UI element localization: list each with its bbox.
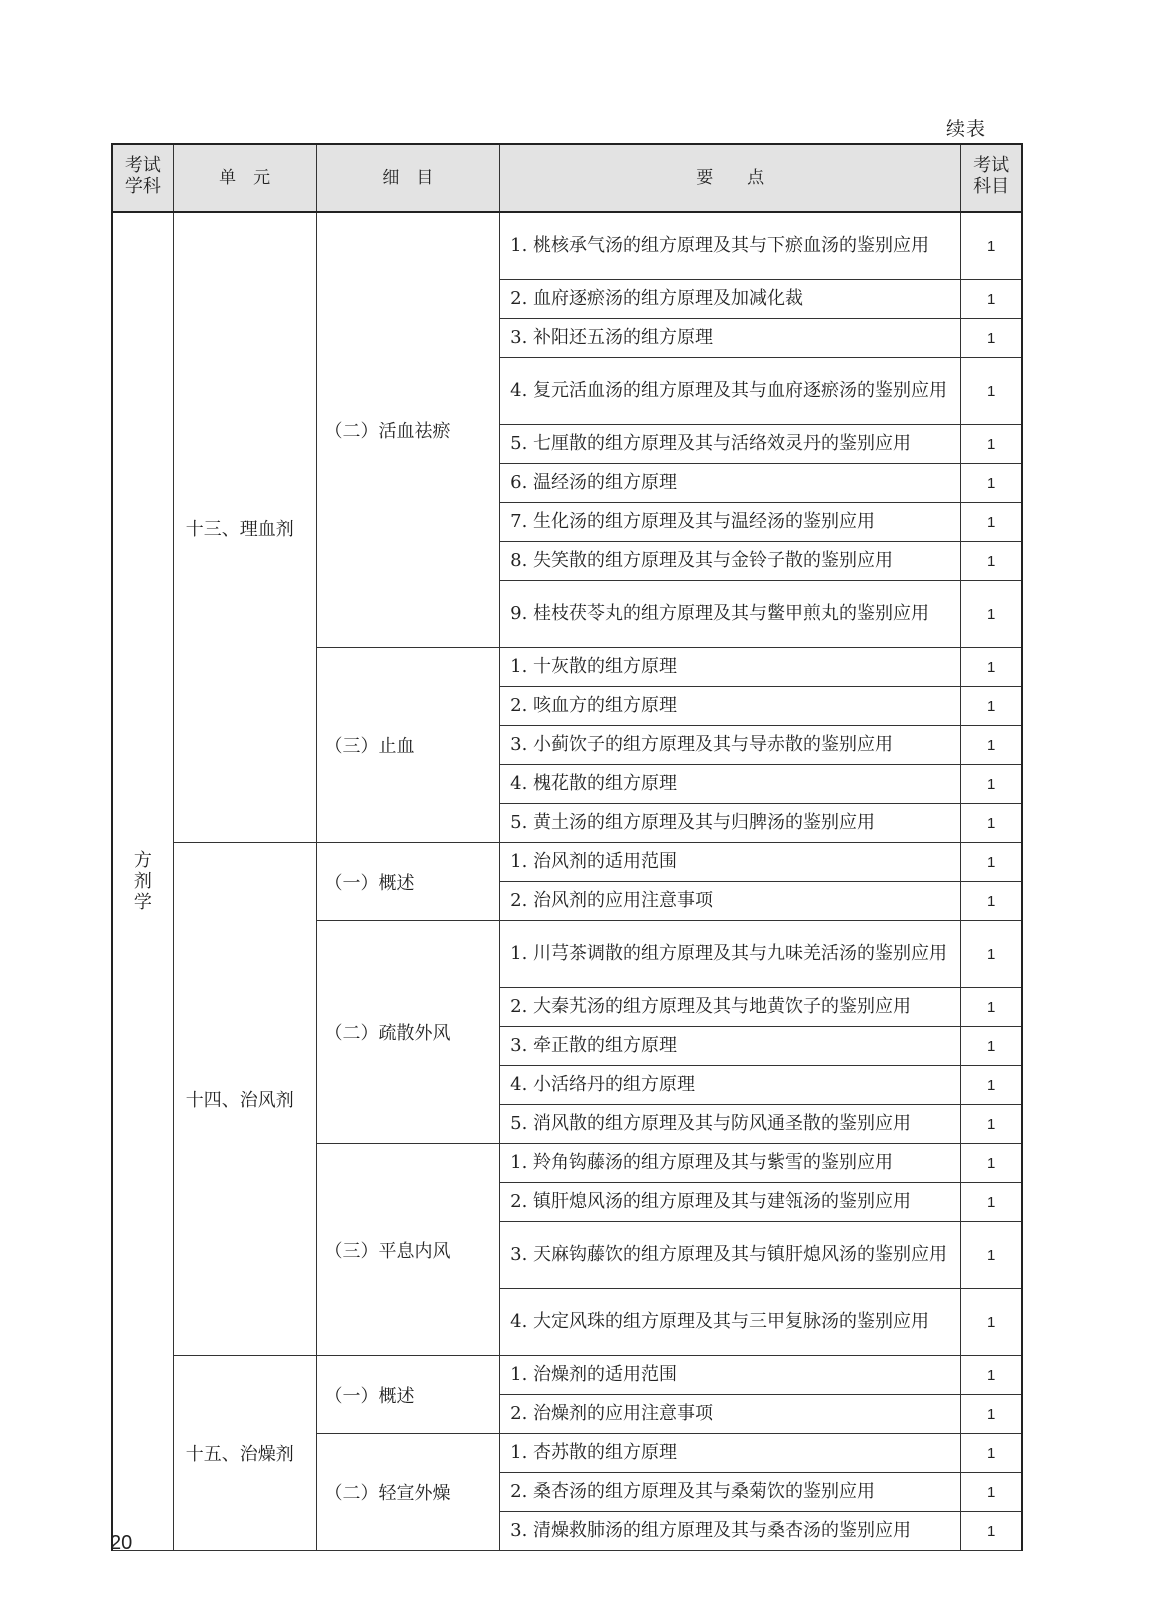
point-cell: 4. 小活络丹的组方原理 [500,1066,961,1105]
point-cell: 5. 黄土汤的组方原理及其与归脾汤的鉴别应用 [500,804,961,843]
exam-subject-cell: 1 [961,1144,1022,1183]
syllabus-table [111,143,1023,1551]
exam-subject-cell: 1 [961,882,1022,921]
point-cell: 2. 治燥剂的应用注意事项 [500,1395,961,1434]
point-cell: 3. 天麻钩藤饮的组方原理及其与镇肝熄风汤的鉴别应用 [500,1222,961,1289]
detail-cell: （三）止血 [316,648,500,843]
exam-subject-cell: 1 [961,1105,1022,1144]
exam-subject-cell: 1 [961,921,1022,988]
exam-subject-cell: 1 [961,212,1022,280]
exam-subject-cell: 1 [961,464,1022,503]
exam-subject-cell: 1 [961,1395,1022,1434]
point-cell: 1. 杏苏散的组方原理 [500,1434,961,1473]
detail-cell: （二）活血祛瘀 [316,212,500,648]
exam-subject-cell: 1 [961,726,1022,765]
exam-subject-cell: 1 [961,1027,1022,1066]
detail-cell: （二）轻宣外燥 [316,1434,500,1551]
detail-cell: （一）概述 [316,1356,500,1434]
exam-subject-cell: 1 [961,687,1022,726]
exam-subject-cell: 1 [961,765,1022,804]
table-row [112,843,1022,882]
header-exam-subject: 考试科目 [961,144,1022,212]
header-detail: 细 目 [316,144,500,212]
exam-subject-cell: 1 [961,581,1022,648]
point-cell: 2. 镇肝熄风汤的组方原理及其与建瓴汤的鉴别应用 [500,1183,961,1222]
point-cell: 2. 血府逐瘀汤的组方原理及加减化裁 [500,280,961,319]
table-row [112,212,1022,280]
header-unit: 单 元 [173,144,316,212]
point-cell: 1. 桃核承气汤的组方原理及其与下瘀血汤的鉴别应用 [500,212,961,280]
unit-cell: 十四、治风剂 [173,843,316,1356]
point-cell: 1. 川芎茶调散的组方原理及其与九味羌活汤的鉴别应用 [500,921,961,988]
point-cell: 5. 消风散的组方原理及其与防风通圣散的鉴别应用 [500,1105,961,1144]
point-cell: 3. 清燥救肺汤的组方原理及其与桑杏汤的鉴别应用 [500,1512,961,1551]
exam-subject-cell: 1 [961,1356,1022,1395]
exam-subject-cell: 1 [961,1183,1022,1222]
point-cell: 3. 补阳还五汤的组方原理 [500,319,961,358]
subject-cell: 方剂学 [112,212,173,1551]
point-cell: 2. 治风剂的应用注意事项 [500,882,961,921]
header-point: 要 点 [500,144,961,212]
detail-cell: （三）平息内风 [316,1144,500,1356]
continued-label: 续表 [946,118,987,140]
point-cell: 4. 大定风珠的组方原理及其与三甲复脉汤的鉴别应用 [500,1289,961,1356]
exam-subject-cell: 1 [961,319,1022,358]
exam-subject-cell: 1 [961,425,1022,464]
page-number: 20 [110,1532,133,1554]
exam-subject-cell: 1 [961,1473,1022,1512]
point-cell: 4. 复元活血汤的组方原理及其与血府逐瘀汤的鉴别应用 [500,358,961,425]
point-cell: 5. 七厘散的组方原理及其与活络效灵丹的鉴别应用 [500,425,961,464]
exam-subject-cell: 1 [961,358,1022,425]
point-cell: 7. 生化汤的组方原理及其与温经汤的鉴别应用 [500,503,961,542]
detail-cell: （一）概述 [316,843,500,921]
exam-subject-cell: 1 [961,1066,1022,1105]
exam-subject-cell: 1 [961,1434,1022,1473]
point-cell: 2. 桑杏汤的组方原理及其与桑菊饮的鉴别应用 [500,1473,961,1512]
exam-subject-cell: 1 [961,280,1022,319]
unit-cell: 十五、治燥剂 [173,1356,316,1551]
point-cell: 1. 治燥剂的适用范围 [500,1356,961,1395]
point-cell: 6. 温经汤的组方原理 [500,464,961,503]
exam-subject-cell: 1 [961,1512,1022,1551]
exam-subject-cell: 1 [961,1222,1022,1289]
point-cell: 2. 大秦艽汤的组方原理及其与地黄饮子的鉴别应用 [500,988,961,1027]
point-cell: 8. 失笑散的组方原理及其与金铃子散的鉴别应用 [500,542,961,581]
exam-subject-cell: 1 [961,988,1022,1027]
point-cell: 1. 羚角钩藤汤的组方原理及其与紫雪的鉴别应用 [500,1144,961,1183]
point-cell: 2. 咳血方的组方原理 [500,687,961,726]
exam-subject-cell: 1 [961,804,1022,843]
point-cell: 4. 槐花散的组方原理 [500,765,961,804]
unit-cell: 十三、理血剂 [173,212,316,843]
exam-subject-cell: 1 [961,648,1022,687]
table-row [112,1356,1022,1395]
exam-subject-cell: 1 [961,542,1022,581]
point-cell: 9. 桂枝茯苓丸的组方原理及其与鳖甲煎丸的鉴别应用 [500,581,961,648]
detail-cell: （二）疏散外风 [316,921,500,1144]
table-body [112,212,1022,1551]
point-cell: 3. 牵正散的组方原理 [500,1027,961,1066]
header-row [112,144,1022,212]
point-cell: 1. 治风剂的适用范围 [500,843,961,882]
exam-subject-cell: 1 [961,1289,1022,1356]
exam-subject-cell: 1 [961,503,1022,542]
point-cell: 1. 十灰散的组方原理 [500,648,961,687]
header-subject: 考试学科 [112,144,173,212]
exam-subject-cell: 1 [961,843,1022,882]
point-cell: 3. 小蓟饮子的组方原理及其与导赤散的鉴别应用 [500,726,961,765]
